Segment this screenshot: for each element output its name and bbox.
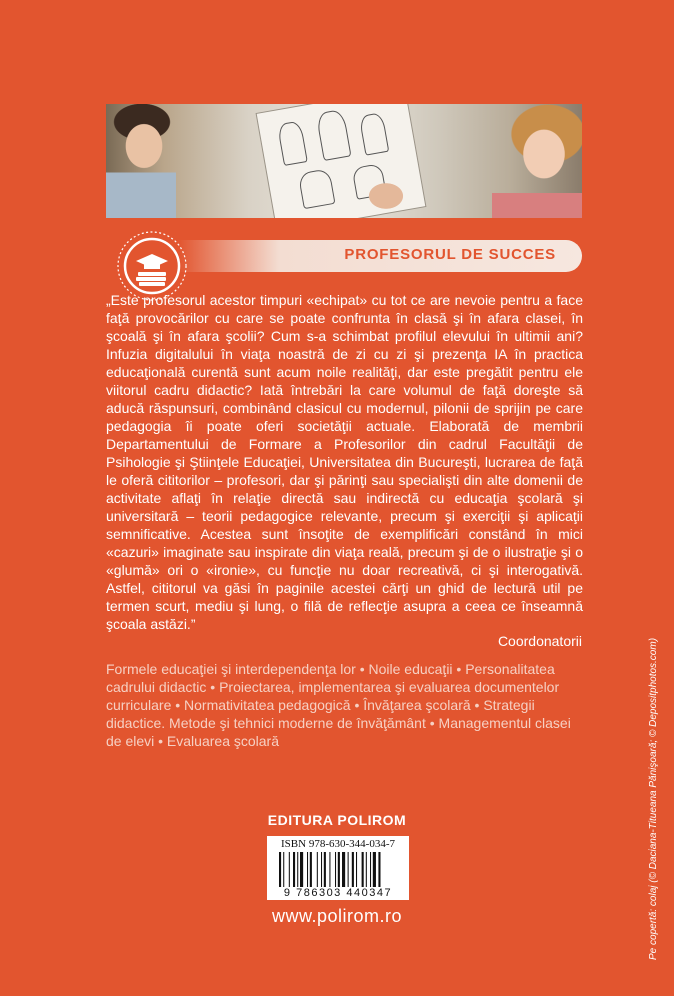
hand-image [356, 174, 422, 218]
isbn-text: ISBN 978-630-344-034-7 [281, 838, 395, 850]
topics-list: Formele educaţiei şi interdependenţa lor • Noile educaţii • Personalitatea cadrului didactic • Proiectarea, implementarea şi evaluarea documentelor curriculare • Normativitatea pedagogică • Învăţarea şcolară • Strategii didactice. Metode şi tehnici moderne de învăţământ • Managementul clasei de elevi • Evaluarea şcolară [106, 661, 571, 749]
barcode-number: 9 786303 440347 [269, 887, 407, 899]
barcode [267, 836, 409, 900]
publisher-website: www.polirom.ro [271, 906, 403, 926]
series-title: PROFESORUL DE SUCCES [344, 246, 556, 263]
series-banner [178, 240, 582, 272]
student-right-image [492, 104, 582, 218]
student-left-image [106, 104, 176, 218]
back-cover-blurb: „Este profesorul acestor timpuri «echipat» cu tot ce are nevoie pentru a face faţă provocărilor cu care se poate confrunta în clasă şi în afara clasei, în şcoală şi în afara şcolii? Cum s-a schimbat profilul elevului în ultimii ani? Infuzia digitalului în viaţa noastră de zi cu zi şi prezenţa IA în practica educaţională curentă sunt acum noile realităţi, dar este pregătit pentru ele viitorul cadru didactic? Iată întrebări la care volumul de faţă doreşte să aducă răspunsuri, combinând clasicul cu modernul, pilonii de sprijin pe care pedagogia îi poate oferi societăţii actuale. Elaborată de membrii Departamentului de Formare a Profesorilor din cadrul Facultăţii de Psihologie şi Ştiinţele Educaţiei, Universitatea din Bucureşti, lucrarea de faţă le oferă cititorilor – profesori, dar şi părinţi sau specialişti din alte domenii de activitate aflaţi în relaţie directă sau indirectă cu educaţia şcolară şi universitară – teorii pedagogice relevante, precum şi exerciţii şi aplicaţii semnificative. Acestea sunt însoţite de exemplificări constând în mici «cazuri» imaginate sau inspirate din viaţa reală, precum şi de o ilustraţie şi o «glumă» ori o «ironie», cu funcţie nu doar recreativă, ci şi interogativă. Astfel, cititorul va găsi în paginile acestei cărţi un ghid de lectură util pe termen scurt, mediu şi lung, o filă de reflecţie asupra a ceea ce înseamnă şcoala astăzi.” [106, 292, 583, 632]
cover-credit: Pe copertă: colaj (© Daciana-Titueana Pănişoară; © Depositphotos.com) [648, 637, 659, 960]
barcode-bars [279, 852, 403, 888]
blurb-signature: Coordonatorii [497, 633, 582, 649]
cover-photo [106, 104, 582, 218]
publisher-name: EDITURA POLIROM [267, 812, 407, 828]
